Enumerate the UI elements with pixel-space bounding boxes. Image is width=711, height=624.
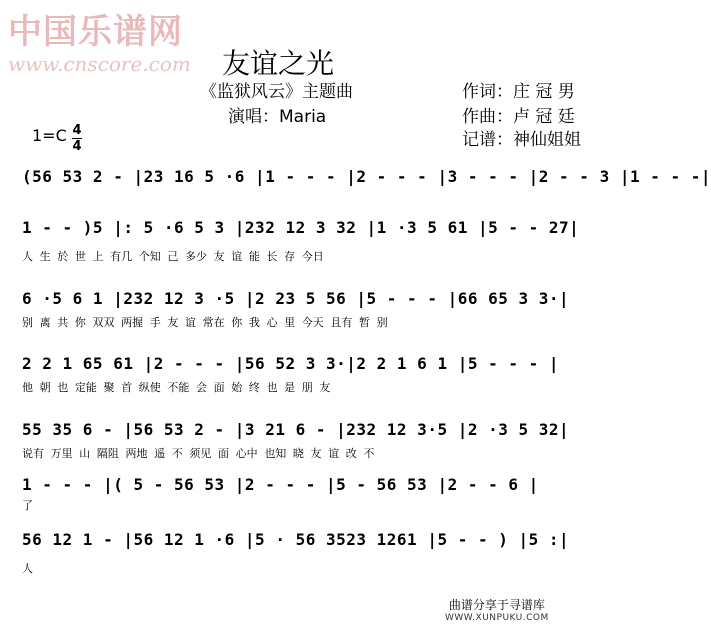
notation-line: 2 2 1 65 61 |2 - - - |56 52 3 3·|2 2 1 6 1 |5 - - - |	[22, 354, 560, 373]
notation-line: (56 53 2 - |23 16 5 ·6 |1 - - - |2 - - - |3 - - - |2 - - 3 |1 - - -|	[22, 167, 711, 186]
notation-line: 1 - - )5 |: 5 ·6 5 3 |232 12 3 32 |1 ·3 5 61 |5 - - 27|	[22, 218, 580, 237]
singer-credit: 演唱：Maria	[228, 107, 327, 127]
footer-credit	[445, 596, 549, 623]
lyrics-line: 别 离 共 你 双双 两握 手 友 谊 常在 你 我 心 里 今天 且有 暂 别	[22, 316, 388, 329]
lyricist-credit: 作词：庄 冠 男	[462, 82, 575, 102]
staff-row-3	[0, 287, 610, 345]
song-subtitle: 《监狱风云》主题曲	[200, 82, 353, 102]
staff-row-5	[0, 418, 610, 476]
notation-line: 1 - - - |( 5 - 56 53 |2 - - - |5 - 56 53 |2 - - 6 |	[22, 475, 539, 494]
lyrics-line: 了	[22, 499, 33, 512]
lyrics-line: 说有 万里 山 隔阻 两地 遥 不 须见 面 心中 也知 晓 友 谊 改 不	[22, 447, 375, 460]
staff-row-7	[0, 528, 610, 586]
time-signature-top: 4	[72, 123, 82, 138]
time-signature	[72, 124, 82, 153]
time-signature-bottom: 4	[72, 139, 82, 154]
lyrics-line: 人	[22, 562, 33, 575]
footer-text: 曲谱分享于寻谱库	[448, 598, 545, 612]
key-signature: 1=C	[32, 126, 67, 145]
watermark-logo: 中国乐谱网	[8, 12, 183, 52]
staff-row-2	[0, 216, 610, 274]
song-title: 友谊之光	[222, 47, 335, 80]
staff-row-1	[0, 165, 711, 223]
watermark-url: www.cnscore.com	[8, 52, 191, 76]
lyrics-line: 人 生 於 世 上 有几 个知 己 多少 友 谊 能 长 存 今日	[22, 250, 324, 263]
transcriber-credit: 记谱：神仙姐姐	[462, 130, 581, 150]
notation-line: 56 12 1 - |56 12 1 ·6 |5 · 56 3523 1261 |5 - - ) |5 :|	[22, 530, 570, 549]
composer-credit: 作曲：卢 冠 廷	[462, 107, 575, 127]
footer-url: WWW.XUNPUKU.COM	[445, 613, 549, 623]
lyrics-line: 他 朝 也 定能 聚 首 纵使 不能 会 面 始 终 也 是 朋 友	[22, 381, 331, 394]
notation-line: 55 35 6 - |56 53 2 - |3 21 6 - |232 12 3·5 |2 ·3 5 32|	[22, 420, 570, 439]
staff-row-6	[0, 473, 610, 531]
notation-line: 6 ·5 6 1 |232 12 3 ·5 |2 23 5 56 |5 - - - |66 65 3 3·|	[22, 289, 570, 308]
staff-row-4	[0, 352, 610, 410]
